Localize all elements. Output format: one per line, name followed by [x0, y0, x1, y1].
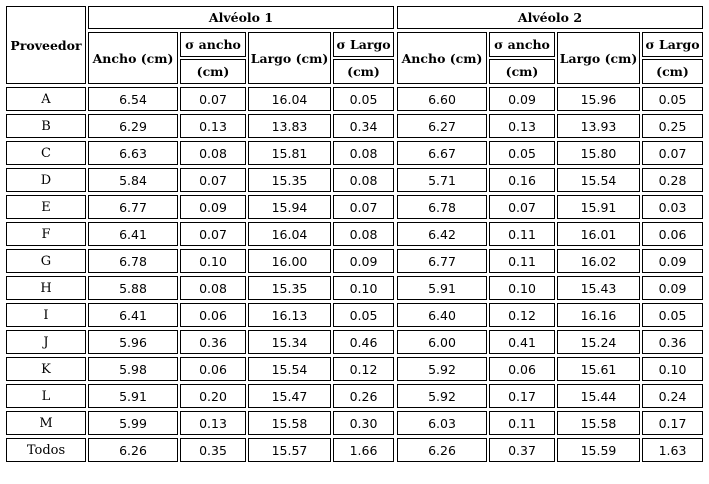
cell-l-alveolo-2-sigma-largo: 0.24	[642, 384, 703, 408]
row-label-todos: Todos	[6, 438, 86, 462]
cell-b-alveolo-1-sigma-largo: 0.34	[333, 114, 394, 138]
cell-b-alveolo-2-sigma-ancho: 0.13	[489, 114, 555, 138]
cell-d-alveolo-1-sigma-largo: 0.08	[333, 168, 394, 192]
cell-g-alveolo-2-largo: 16.02	[557, 249, 640, 273]
cell-e-alveolo-1-ancho: 6.77	[88, 195, 178, 219]
cell-g-alveolo-2-sigma-ancho: 0.11	[489, 249, 555, 273]
cell-i-alveolo-1-ancho: 6.41	[88, 303, 178, 327]
cell-e-alveolo-1-sigma-largo: 0.07	[333, 195, 394, 219]
row-label-f: F	[6, 222, 86, 246]
cell-f-alveolo-2-largo: 16.01	[557, 222, 640, 246]
row-label-e: E	[6, 195, 86, 219]
cell-h-alveolo-2-sigma-largo: 0.09	[642, 276, 703, 300]
alveolo-1-sigma-largo-unit: (cm)	[333, 59, 394, 84]
cell-g-alveolo-2-ancho: 6.77	[397, 249, 487, 273]
cell-h-alveolo-1-largo: 15.35	[248, 276, 331, 300]
cell-l-alveolo-1-sigma-ancho: 0.20	[180, 384, 246, 408]
cell-m-alveolo-2-sigma-largo: 0.17	[642, 411, 703, 435]
cell-c-alveolo-2-ancho: 6.67	[397, 141, 487, 165]
cell-m-alveolo-1-ancho: 5.99	[88, 411, 178, 435]
cell-a-alveolo-1-sigma-largo: 0.05	[333, 87, 394, 111]
cell-b-alveolo-2-ancho: 6.27	[397, 114, 487, 138]
cell-e-alveolo-1-sigma-ancho: 0.09	[180, 195, 246, 219]
cell-todos-alveolo-1-largo: 15.57	[248, 438, 331, 462]
cell-a-alveolo-2-largo: 15.96	[557, 87, 640, 111]
alveolo-1-header: Alvéolo 1	[88, 6, 394, 29]
cell-m-alveolo-2-largo: 15.58	[557, 411, 640, 435]
cell-e-alveolo-1-largo: 15.94	[248, 195, 331, 219]
cell-k-alveolo-2-sigma-ancho: 0.06	[489, 357, 555, 381]
cell-g-alveolo-2-sigma-largo: 0.09	[642, 249, 703, 273]
cell-i-alveolo-2-sigma-ancho: 0.12	[489, 303, 555, 327]
cell-a-alveolo-2-ancho: 6.60	[397, 87, 487, 111]
cell-j-alveolo-1-ancho: 5.96	[88, 330, 178, 354]
row-label-j: J	[6, 330, 86, 354]
cell-l-alveolo-1-sigma-largo: 0.26	[333, 384, 394, 408]
cell-e-alveolo-2-sigma-ancho: 0.07	[489, 195, 555, 219]
cell-h-alveolo-2-ancho: 5.91	[397, 276, 487, 300]
cell-d-alveolo-2-sigma-ancho: 0.16	[489, 168, 555, 192]
cell-i-alveolo-1-largo: 16.13	[248, 303, 331, 327]
cell-l-alveolo-1-largo: 15.47	[248, 384, 331, 408]
cell-d-alveolo-2-largo: 15.54	[557, 168, 640, 192]
cell-j-alveolo-2-largo: 15.24	[557, 330, 640, 354]
cell-l-alveolo-1-ancho: 5.91	[88, 384, 178, 408]
cell-c-alveolo-2-sigma-largo: 0.07	[642, 141, 703, 165]
row-label-c: C	[6, 141, 86, 165]
row-label-d: D	[6, 168, 86, 192]
cell-c-alveolo-1-sigma-ancho: 0.08	[180, 141, 246, 165]
cell-g-alveolo-1-sigma-largo: 0.09	[333, 249, 394, 273]
row-label-b: B	[6, 114, 86, 138]
cell-h-alveolo-1-sigma-largo: 0.10	[333, 276, 394, 300]
cell-b-alveolo-1-sigma-ancho: 0.13	[180, 114, 246, 138]
cell-l-alveolo-2-sigma-ancho: 0.17	[489, 384, 555, 408]
cell-d-alveolo-2-sigma-largo: 0.28	[642, 168, 703, 192]
cell-j-alveolo-2-sigma-largo: 0.36	[642, 330, 703, 354]
cell-c-alveolo-1-sigma-largo: 0.08	[333, 141, 394, 165]
cell-b-alveolo-1-ancho: 6.29	[88, 114, 178, 138]
cell-h-alveolo-1-sigma-ancho: 0.08	[180, 276, 246, 300]
cell-k-alveolo-1-sigma-largo: 0.12	[333, 357, 394, 381]
cell-f-alveolo-2-ancho: 6.42	[397, 222, 487, 246]
cell-i-alveolo-1-sigma-largo: 0.05	[333, 303, 394, 327]
cell-i-alveolo-2-ancho: 6.40	[397, 303, 487, 327]
cell-j-alveolo-1-sigma-largo: 0.46	[333, 330, 394, 354]
row-label-l: L	[6, 384, 86, 408]
row-label-g: G	[6, 249, 86, 273]
alveolo-1-sigma-ancho-header: σ ancho	[180, 32, 246, 57]
cell-e-alveolo-2-ancho: 6.78	[397, 195, 487, 219]
cell-j-alveolo-1-sigma-ancho: 0.36	[180, 330, 246, 354]
cell-m-alveolo-1-largo: 15.58	[248, 411, 331, 435]
cell-g-alveolo-1-ancho: 6.78	[88, 249, 178, 273]
row-label-k: K	[6, 357, 86, 381]
alveolo-2-header: Alvéolo 2	[397, 6, 703, 29]
alveolo-1-largo-header: Largo (cm)	[248, 32, 331, 84]
cell-h-alveolo-2-largo: 15.43	[557, 276, 640, 300]
cell-f-alveolo-1-sigma-largo: 0.08	[333, 222, 394, 246]
alveolo-2-sigma-largo-unit: (cm)	[642, 59, 703, 84]
cell-j-alveolo-1-largo: 15.34	[248, 330, 331, 354]
alveolo-2-largo-header: Largo (cm)	[557, 32, 640, 84]
cell-a-alveolo-2-sigma-ancho: 0.09	[489, 87, 555, 111]
cell-i-alveolo-2-largo: 16.16	[557, 303, 640, 327]
cell-k-alveolo-1-ancho: 5.98	[88, 357, 178, 381]
cell-m-alveolo-1-sigma-largo: 0.30	[333, 411, 394, 435]
cell-c-alveolo-1-largo: 15.81	[248, 141, 331, 165]
cell-d-alveolo-1-largo: 15.35	[248, 168, 331, 192]
cell-l-alveolo-2-ancho: 5.92	[397, 384, 487, 408]
cell-b-alveolo-2-largo: 13.93	[557, 114, 640, 138]
alveolo-1-sigma-largo-header: σ Largo	[333, 32, 394, 57]
row-label-i: I	[6, 303, 86, 327]
cell-f-alveolo-2-sigma-largo: 0.06	[642, 222, 703, 246]
cell-todos-alveolo-1-sigma-ancho: 0.35	[180, 438, 246, 462]
cell-a-alveolo-1-sigma-ancho: 0.07	[180, 87, 246, 111]
cell-k-alveolo-2-sigma-largo: 0.10	[642, 357, 703, 381]
cell-a-alveolo-2-sigma-largo: 0.05	[642, 87, 703, 111]
cell-l-alveolo-2-largo: 15.44	[557, 384, 640, 408]
cell-i-alveolo-1-sigma-ancho: 0.06	[180, 303, 246, 327]
alveolo-2-sigma-largo-header: σ Largo	[642, 32, 703, 57]
cell-k-alveolo-1-sigma-ancho: 0.06	[180, 357, 246, 381]
cell-m-alveolo-2-ancho: 6.03	[397, 411, 487, 435]
cell-d-alveolo-1-sigma-ancho: 0.07	[180, 168, 246, 192]
alveolo-2-ancho-header: Ancho (cm)	[397, 32, 487, 84]
row-label-h: H	[6, 276, 86, 300]
row-label-m: M	[6, 411, 86, 435]
cell-f-alveolo-1-ancho: 6.41	[88, 222, 178, 246]
cell-j-alveolo-2-ancho: 6.00	[397, 330, 487, 354]
cell-k-alveolo-2-largo: 15.61	[557, 357, 640, 381]
cell-c-alveolo-2-sigma-ancho: 0.05	[489, 141, 555, 165]
cell-f-alveolo-2-sigma-ancho: 0.11	[489, 222, 555, 246]
cell-i-alveolo-2-sigma-largo: 0.05	[642, 303, 703, 327]
cell-h-alveolo-1-ancho: 5.88	[88, 276, 178, 300]
cell-g-alveolo-1-sigma-ancho: 0.10	[180, 249, 246, 273]
cell-b-alveolo-1-largo: 13.83	[248, 114, 331, 138]
cell-f-alveolo-1-largo: 16.04	[248, 222, 331, 246]
cell-k-alveolo-2-ancho: 5.92	[397, 357, 487, 381]
cell-f-alveolo-1-sigma-ancho: 0.07	[180, 222, 246, 246]
row-label-a: A	[6, 87, 86, 111]
cell-todos-alveolo-2-largo: 15.59	[557, 438, 640, 462]
cell-c-alveolo-1-ancho: 6.63	[88, 141, 178, 165]
alveolo-1-sigma-ancho-unit: (cm)	[180, 59, 246, 84]
cell-k-alveolo-1-largo: 15.54	[248, 357, 331, 381]
cell-d-alveolo-2-ancho: 5.71	[397, 168, 487, 192]
cell-todos-alveolo-1-sigma-largo: 1.66	[333, 438, 394, 462]
cell-j-alveolo-2-sigma-ancho: 0.41	[489, 330, 555, 354]
cell-e-alveolo-2-largo: 15.91	[557, 195, 640, 219]
cell-todos-alveolo-1-ancho: 6.26	[88, 438, 178, 462]
cell-b-alveolo-2-sigma-largo: 0.25	[642, 114, 703, 138]
alveolo-1-ancho-header: Ancho (cm)	[88, 32, 178, 84]
cell-g-alveolo-1-largo: 16.00	[248, 249, 331, 273]
cell-m-alveolo-1-sigma-ancho: 0.13	[180, 411, 246, 435]
cell-h-alveolo-2-sigma-ancho: 0.10	[489, 276, 555, 300]
cell-d-alveolo-1-ancho: 5.84	[88, 168, 178, 192]
alveolo-2-sigma-ancho-header: σ ancho	[489, 32, 555, 57]
proveedor-header: Proveedor	[6, 6, 86, 84]
cell-todos-alveolo-2-ancho: 6.26	[397, 438, 487, 462]
cell-a-alveolo-1-ancho: 6.54	[88, 87, 178, 111]
cell-todos-alveolo-2-sigma-ancho: 0.37	[489, 438, 555, 462]
cell-m-alveolo-2-sigma-ancho: 0.11	[489, 411, 555, 435]
cell-e-alveolo-2-sigma-largo: 0.03	[642, 195, 703, 219]
cell-a-alveolo-1-largo: 16.04	[248, 87, 331, 111]
cell-todos-alveolo-2-sigma-largo: 1.63	[642, 438, 703, 462]
cell-c-alveolo-2-largo: 15.80	[557, 141, 640, 165]
alveolo-2-sigma-ancho-unit: (cm)	[489, 59, 555, 84]
